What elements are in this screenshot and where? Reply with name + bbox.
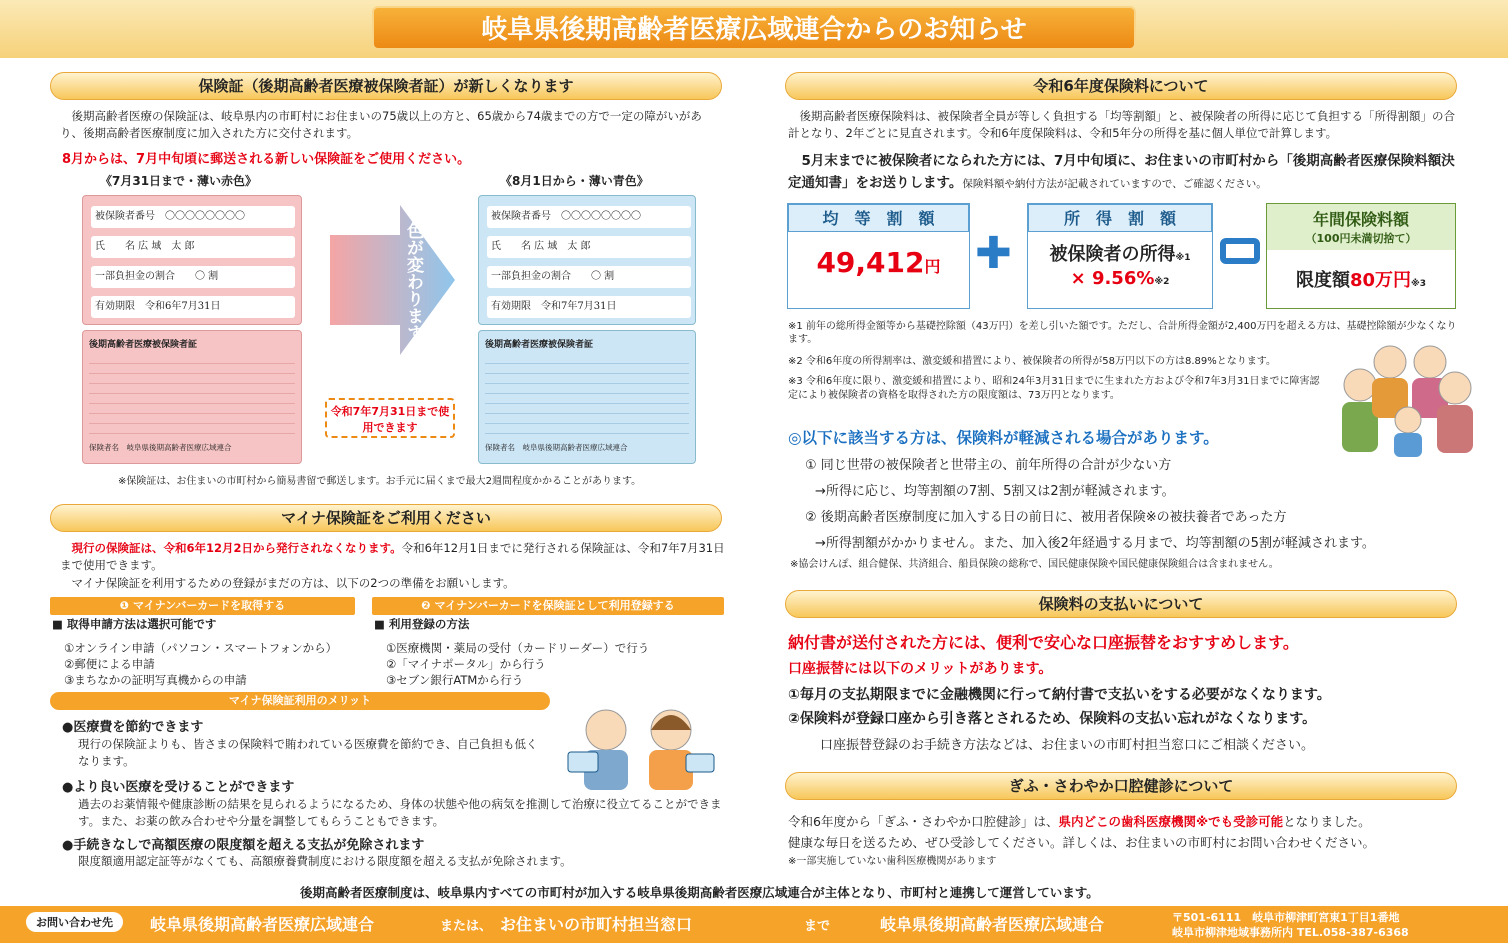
myna-text: 令和6年12月1日までに発行される保険証は、令和7年7月31日まで使用できます。 [60,541,725,572]
notice-small: 保険料額や納付方法が記載されていますので、ご確認ください。 [962,178,1267,190]
oral-note: ※一部実施していない歯科医療機関があります [788,856,997,867]
reduction-item: ② 後期高齢者医療制度に加入する日の前日に、被用者保険※の被扶養者であった方 [805,510,1287,525]
section-heading-payment: 保険料の支払いについて [785,590,1457,618]
card-row: 一部負担金の割合 〇 割 [91,266,295,288]
footnote-2: ※2 令和6年度の所得割率は、激変緩和措置により、被保険者の所得が58万円以下の方は8.89%となります。 [788,356,1276,367]
reduction-title: ◎以下に該当する方は、保険料が軽減される場合があります。 [788,429,1219,447]
note-ref: ※1 [1175,253,1191,263]
note-ref: ※3 [1411,279,1427,289]
footnote-1: ※1 前年の総所得金額等から基礎控除額（43万円）を差し引いた額です。ただし、合計所得金額が2,400万円を超える方は、基礎控除額が少なくなります。 [788,321,1457,345]
equals-icon [1220,238,1260,264]
limit-value: 80万円 [1349,270,1412,291]
section-heading-oral: ぎふ・さわやか口腔健診について [785,772,1457,800]
step2-item: ③セブン銀行ATMから行う [386,673,524,687]
footer-made: まで [804,919,831,934]
merit-heading: ●より良い医療を受けることができます [62,780,295,795]
note-ref: ※2 [1154,277,1170,287]
oral-text-1 [788,812,1371,830]
box-heading: 均 等 割 額 [788,204,969,232]
premium-intro: 後期高齢者医療保険料は、被保険者全員が等しく負担する「均等割額」と、被保険者の所得に応じて負担する「所得割額」の合計となり、2年ごとに見直されます。令和6年度保険料は、令和5年分の所得を基に個人単位で計算します。 [788,109,1455,140]
card-row: 氏 名 広 域 太 郎 [91,236,295,258]
card-row: 氏 名 広 域 太 郎 [487,236,691,258]
reduction-note: ※協会けんぽ、組合健保、共済組合、船員保険の総称で、国民健康保険や国民健康保険組合は含まれません。 [790,559,1279,570]
card-back-title: 後期高齢者医療被保険者証 [89,340,198,350]
equal-share-unit: 円 [924,257,941,276]
merit-heading: ●手続きなしで高額医療の限度額を超える支払が免除されます [62,838,425,853]
payment-line: ②保険料が登録口座から引き落とされるため、保険料の支払い忘れがなくなります。 [788,711,1317,727]
arrow-text: 色が変わります [403,222,423,341]
footnote-3: ※3 令和6年度に限り、激変緩和措置により、昭和24年3月31日までに生まれた方および令和7年3月31日までに障害認定により被保険者の資格を取得された方の限度額は、73万円となります。 [788,376,1320,401]
step1-item: ②郵便による申請 [64,657,155,671]
card-back-footer: 保険者名 岐阜県後期高齢者医療広域連合 [89,443,232,452]
income-label: 被保険者の所得 [1049,244,1176,265]
footer-tel: 岐阜市柳津地域事務所内 TEL.058-387-6368 [1172,926,1409,939]
oral-text-2: 健康な毎日を送るため、ぜひ受診してください。詳しくは、お住まいの市町村にお問い合わせください。 [788,835,1376,850]
merit-title: マイナ保険証利用のメリット [50,692,550,710]
footer-or: または、 [440,919,493,934]
reduction-item: →所得に応じ、均等割額の7割、5割又は2割が軽減されます。 [815,484,1175,499]
step1-sub: ■ 取得申請方法は選択可能です [52,617,217,631]
payment-red-1: 納付書が送付された方には、便利で安心な口座振替をおすすめします。 [788,633,1299,652]
old-card-label: 《7月31日まで・薄い赤色》 [100,174,258,188]
card-row: 一部負担金の割合 〇 割 [487,266,691,288]
premium-notice [788,150,1456,195]
card-back-details [89,354,295,438]
step2-sub: ■ 利用登録の方法 [374,617,470,631]
section-heading-myna: マイナ保険証をご利用ください [50,504,722,532]
payment-line: 口座振替登録のお手続き方法などは、お住まいの市町村担当窓口にご相談ください。 [820,738,1315,753]
section-heading-card: 保険証（後期高齢者医療被保険者証）が新しくなります [50,72,722,100]
box-heading: 年間保険料額 [1312,210,1409,229]
new-card-front [478,195,696,325]
income-rate: × 9.56% [1070,268,1155,289]
step2-title: ❷ マイナンバーカードを保険証として利用登録する [372,597,724,615]
merit-heading: ●医療費を節約できます [62,720,204,735]
merit-body: 限度額適用認定証等がなくても、高額療養費制度における限度額を超える支払が免除されます。 [78,854,572,868]
equal-share-value: 49,412 [816,246,925,279]
new-card-label: 《8月1日から・薄い青色》 [500,174,649,188]
myna-red-text: 現行の保険証は、令和6年12月2日から発行されなくなります。 [71,541,402,555]
couple-illustration [566,700,716,790]
step1-item: ③まちなかの証明写真機からの申請 [64,673,247,687]
oral-text: となりました。 [1283,814,1371,829]
step2-item: ①医療機関・薬局の受付（カードリーダー）で行う [386,641,650,655]
merit-body: 過去のお薬情報や健康診断の結果を見られるようになるため、身体の状態や他の病気を推測して治療に役立てることができます。また、お薬の飲み合わせや分量を調整してもらうこともできます。 [78,797,722,828]
page-title: 岐阜県後期高齢者医療広域連合からのお知らせ [372,6,1136,50]
card-row: 被保険者番号 〇〇〇〇〇〇〇〇 [487,206,691,228]
footer-address: 〒501-6111 岐阜市柳津町宮東1丁目1番地 [1172,911,1400,924]
box-heading: 所 得 割 額 [1028,204,1212,232]
oral-text: 令和6年度から「ぎふ・さわやか口腔健診」は、 [788,814,1059,829]
reduction-item: ① 同じ世帯の被保険者と世帯主の、前年所得の合計が少ない方 [805,458,1172,473]
box-equal-share [787,203,970,309]
footer-local: お住まいの市町村担当窓口 [500,915,693,934]
card-back-details [485,354,689,438]
footer-org: 岐阜県後期高齢者医療広域連合 [150,915,375,934]
section-heading-premium: 令和6年度保険料について [785,72,1457,100]
bottom-statement: 後期高齢者医療制度は、岐阜県内すべての市町村が加入する岐阜県後期高齢者医療広域連合が主体となり、市町村と連携して運営しています。 [300,885,1099,900]
card-back-footer: 保険者名 岐阜県後期高齢者医療広域連合 [485,443,628,452]
card-row: 有効期限 令和7年7月31日 [487,296,691,318]
step1-item: ①オンライン申請（パソコン・スマートフォンから） [64,641,338,655]
card-intro-text: 後期高齢者医療の保険証は、岐阜県内の市町村にお住まいの75歳以上の方と、65歳から74歳までの方で一定の障がいがあり、後期高齢者医療制度に加入された方に交付されます。 [60,109,702,140]
new-card-back [478,330,696,464]
box-heading-wrap [1267,204,1455,250]
card-back-title: 後期高齢者医療被保険者証 [485,340,594,350]
box-income-share [1027,203,1213,309]
card-row: 有効期限 令和6年7月31日 [91,296,295,318]
myna-text-2: マイナ保険証を利用するための登録がまだの方は、以下の2つの準備をお願いします。 [71,576,515,590]
plus-icon: ✚ [975,228,1012,279]
reduction-item: →所得割額がかかりません。また、加入後2年経過する月まで、均等割額の5割が軽減されます。 [815,536,1375,551]
payment-line: ①毎月の支払期限までに金融機関に行って納付書で支払いをする必要がなくなります。 [788,687,1331,703]
box-annual-premium [1266,203,1456,309]
oral-red: 県内どこの歯科医療機関※でも受診可能 [1058,814,1284,829]
limit-label: 限度額 [1295,270,1350,291]
contact-label: お問い合わせ先 [26,912,123,932]
merit-body: 現行の保険証よりも、皆さまの保険料で賄われている医療費を節約でき、自己負担も低くなります。 [78,737,538,768]
old-card-front [82,195,302,325]
step1-title: ❶ マイナンバーカードを取得する [50,597,355,615]
box-subheading: （100円未満切捨て） [1305,232,1417,245]
myna-text-1 [60,540,728,574]
step2-item: ②「マイナポータル」から行う [386,657,546,671]
notice-bold: 5月末までに被保険者になられた方には、7月中旬頃に、お住まいの市町村から「後期高齢者医療保険料額決定通知書」をお送りします。 [788,153,1455,191]
usable-until-note: 令和7年7月31日まで使用できます [325,398,455,438]
card-highlight: 8月からは、7月中旬頃に郵送される新しい保険証をご使用ください。 [62,152,471,167]
card-mail-note: ※保険証は、お住まいの市町村から簡易書留で郵送します。お手元に届くまで最大2週間程度かかることがあります。 [118,476,642,487]
old-card-back [82,330,302,464]
payment-red-2: 口座振替には以下のメリットがあります。 [788,661,1053,677]
family-illustration [1330,340,1480,460]
footer-org-2: 岐阜県後期高齢者医療広域連合 [880,915,1105,934]
card-row: 被保険者番号 〇〇〇〇〇〇〇〇 [91,206,295,228]
